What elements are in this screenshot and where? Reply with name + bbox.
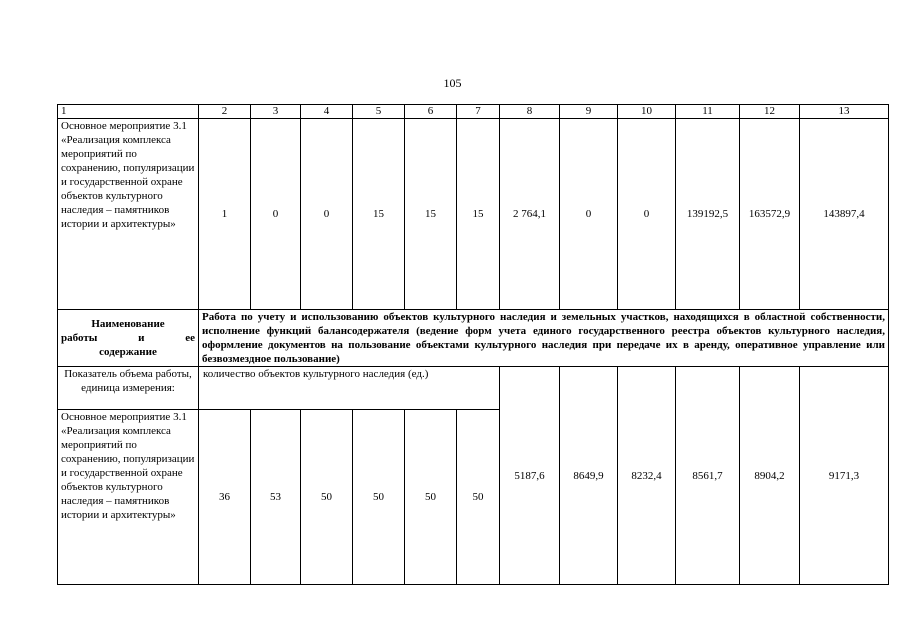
value-cell: 36 [199,410,251,585]
value-cell: 163572,9 [740,119,800,310]
work-name-label [58,310,199,367]
value-cell: 9171,3 [800,367,889,585]
work-name-line: Наименование [91,318,165,330]
work-name-line: содержание [99,346,157,358]
value-cell: 139192,5 [676,119,740,310]
value-cell: 8649,9 [560,367,618,585]
value-cell: 0 [301,119,353,310]
value-cell: 2 764,1 [500,119,560,310]
work-description: Работа по учету и использованию объектов культурного наследия и земельных участков, находящихся в областной собственности, исполнение функций балансодержателя (ведение форм учета единого государственного реестра объектов культурного наследия, оформление документов на пользование объектами культурного наследия при передаче их в аренду, оперативное управление или безвозмездное пользование) [199,310,889,367]
activity-name: Основное мероприятие 3.1 «Реализация комплекса мероприятий по сохранению, популяризации и государственной охране объектов культурного наследия – памятников истории и архитектуры» [58,410,199,585]
value-cell: 0 [618,119,676,310]
data-table [57,104,889,585]
header-cell: 9 [560,105,618,119]
header-cell: 10 [618,105,676,119]
header-cell: 12 [740,105,800,119]
table-row [58,119,889,310]
page-number: 105 [443,76,462,90]
value-cell: 8561,7 [676,367,740,585]
value-cell: 8904,2 [740,367,800,585]
header-cell: 8 [500,105,560,119]
value-cell: 15 [353,119,405,310]
header-cell: 11 [676,105,740,119]
work-name-line [61,331,195,345]
value-cell: 1 [199,119,251,310]
header-cell: 3 [251,105,301,119]
indicator-label: Показатель объема работы, единица измерения: [58,367,199,410]
value-cell: 50 [353,410,405,585]
value-cell: 53 [251,410,301,585]
value-cell: 0 [560,119,618,310]
work-name-word: ее [185,332,195,344]
value-cell: 15 [457,119,500,310]
work-name-word: и [138,332,145,344]
value-cell: 50 [405,410,457,585]
indicator-row [58,367,889,410]
value-cell: 143897,4 [800,119,889,310]
value-cell: 8232,4 [618,367,676,585]
value-cell: 5187,6 [500,367,560,585]
value-cell: 50 [301,410,353,585]
header-cell: 2 [199,105,251,119]
header-cell: 4 [301,105,353,119]
header-cell: 7 [457,105,500,119]
value-cell: 15 [405,119,457,310]
header-cell: 5 [353,105,405,119]
value-cell: 0 [251,119,301,310]
header-cell: 13 [800,105,889,119]
activity-name: Основное мероприятие 3.1 «Реализация комплекса мероприятий по сохранению, популяризации и государственной охране объектов культурного наследия – памятников истории и архитектуры» [58,119,199,310]
value-cell: 50 [457,410,500,585]
header-cell: 1 [58,105,199,119]
header-row [58,105,889,119]
work-row [58,310,889,367]
indicator-unit: количество объектов культурного наследия (ед.) [199,367,500,410]
work-name-word: работы [61,332,98,344]
header-cell: 6 [405,105,457,119]
